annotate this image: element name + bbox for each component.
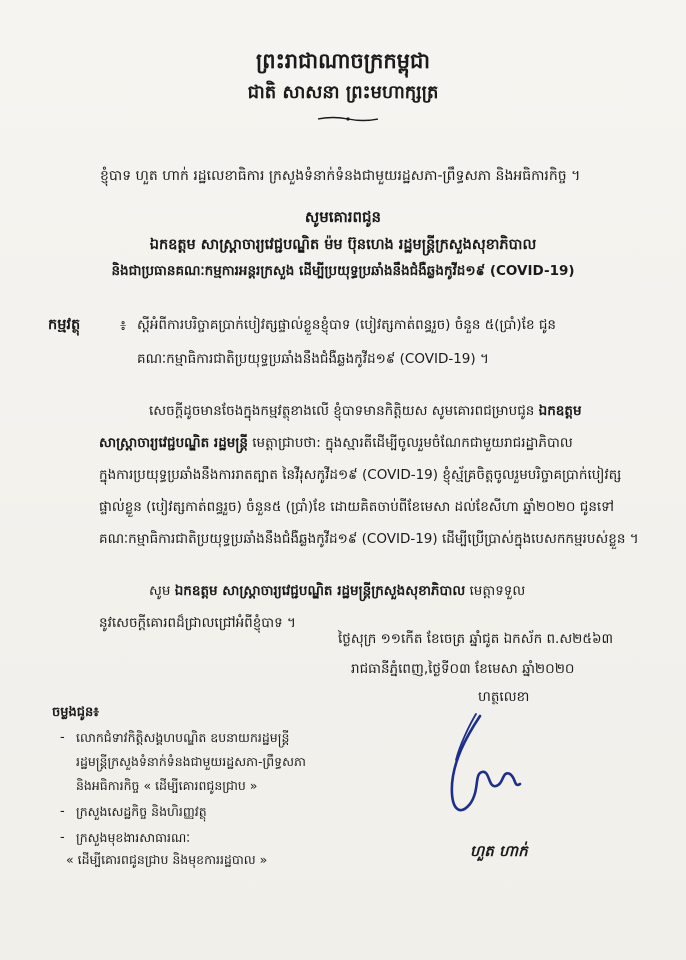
handwritten-signature-icon <box>430 704 550 824</box>
cc-item: « ដើម្បីគោរពជូនជ្រាប និងមុខការរដ្ឋបាល » <box>66 852 268 867</box>
cc-title: ចម្លងជូន៖ <box>52 705 99 720</box>
body-text: មេត្តាទទួល <box>469 583 526 599</box>
recipient-line-1: ឯកឧត្តម សាស្ត្រាចារ្យវេជ្ជបណ្ឌិត ម៉ម ប៊ុនហេង រដ្ឋមន្ត្រីក្រសួងសុខាភិបាល <box>149 237 537 253</box>
signature-title: ហត្ថលេខា <box>478 689 530 705</box>
cc-bullet: - <box>60 830 65 845</box>
national-motto: ជាតិ សាសនា ព្រះមហាក្សត្រ <box>247 82 439 103</box>
body-text: សេចក្តីដូចមានចែងក្នុងកម្មវត្ថុខាងលើ ខ្ញុំបាទមានកិត្តិយស សូមគោរពជម្រាបជូន <box>149 403 535 419</box>
cc-bullet: - <box>60 730 65 745</box>
cc-item: ក្រសួងសេដ្ឋកិច្ច និងហិរញ្ញវត្ថុ <box>76 804 207 819</box>
honorific-text: សាស្ត្រាចារ្យវេជ្ជបណ្ឌិត រដ្ឋមន្ត្រី <box>99 435 248 451</box>
sender-line: ខ្ញុំបាទ ហួត ហាក់ រដ្ឋលេខាធិការ ក្រសួងទំនាក់ទំនងជាមួយរដ្ឋសភា-ព្រឹទ្ធសភា និងអធិការកិច្ច ។ <box>100 168 581 184</box>
subject-line-2: គណៈកម្មាធិការជាតិប្រយុទ្ធប្រឆាំងនឹងជំងឺឆ្លងកូវីដ១៩ (COVID-19) ។ <box>137 351 489 367</box>
body-p1-line-3: ក្នុងការប្រយុទ្ធប្រឆាំងនឹងការរាតត្បាត នៃវីរុសកូវីដ១៩ (COVID-19) ខ្ញុំស្ម័គ្រចិត្តចូលរួមបរិច្ចាគប្រាក់បៀវត្ស <box>99 467 622 483</box>
subject-colon: ៖ <box>120 318 127 334</box>
cc-item: ក្រសួងមុខងារសាធារណៈ <box>76 830 191 845</box>
solar-date: រាជធានីភ្នំពេញ,ថ្ងៃទី០៣ ខែមេសា ឆ្នាំ២០២០ <box>351 661 575 677</box>
subject-label: កម្មវត្ថុ <box>48 317 81 333</box>
cc-item: និងអធិការកិច្ច « ដើម្បីគោរពជូនជ្រាប » <box>76 778 258 793</box>
body-p1-line-4: ផ្ទាល់ខ្លួន (បៀវត្សកាត់ពន្ធរួច) ចំនួន៥ (ប្រាំ)ខែ ដោយគិតចាប់ពីខែមេសា ដល់ខែសីហា ឆ្នាំ២០២០ ជូនទៅ <box>99 499 615 515</box>
honorific-text: ឯកឧត្តម <box>538 403 582 419</box>
cc-bullet: - <box>60 804 65 819</box>
recipient-line-2: និងជាប្រធានគណៈកម្មការអន្តរក្រសួង ដើម្បីប្រយុទ្ធប្រឆាំងនឹងជំងឺឆ្លងកូវីដ១៩ (COVID-19) <box>111 263 575 279</box>
body-p2-line-1 <box>149 582 525 602</box>
body-p2-line-2: នូវសេចក្តីគោរពដ៏ជ្រាលជ្រៅអំពីខ្ញុំបាទ ។ <box>99 615 296 631</box>
salutation: សូមគោរពជូន <box>304 208 382 226</box>
cc-item: លោកជំទាវកិត្តិសង្គហបណ្ឌិត ឧបនាយករដ្ឋមន្ត្រី <box>76 730 290 745</box>
ornament-divider-icon <box>318 116 378 122</box>
body-text: សូម <box>149 583 171 599</box>
lunar-date: ថ្ងៃសុក្រ ១១កើត ខែចេត្រ ឆ្នាំជូត ឯកស័ក ព.ស២៥៦៣ <box>338 631 614 647</box>
honorific-text: ឯកឧត្តម សាស្ត្រាចារ្យវេជ្ជបណ្ឌិត រដ្ឋមន្ត្រីក្រសួងសុខាភិបាល <box>174 583 466 599</box>
body-p1-line-5: គណៈកម្មាធិការជាតិប្រយុទ្ធប្រឆាំងនឹងជំងឺឆ្លងកូវីដ១៩ (COVID-19) ដើម្បីប្រើប្រាស់ក្នុងបេសកកម្មរបស់ខ្លួន ។ <box>99 531 639 547</box>
body-text: មេត្តាជ្រាបថា: ក្នុងស្មារតីដើម្បីចូលរួមចំណែកជាមួយរាជរដ្ឋាភិបាល <box>252 435 573 451</box>
body-p1-line-2 <box>99 434 573 454</box>
cc-item: រដ្ឋមន្ត្រីក្រសួងទំនាក់ទំនងជាមួយរដ្ឋសភា-ព្រឹទ្ធសភា <box>76 754 306 769</box>
signer-name: ហួត ហាក់ <box>470 842 528 860</box>
body-p1-line-1 <box>149 402 582 422</box>
kingdom-heading: ព្រះរាជាណាចក្រកម្ពុជា <box>255 49 430 73</box>
subject-line-1: ស្តីអំពីការបរិច្ចាគប្រាក់បៀវត្សផ្ទាល់ខ្លួនខ្ញុំបាទ (បៀវត្សកាត់ពន្ធរួច) ចំនួន ៥(ប្រាំ)ខែ ជូន <box>137 317 556 333</box>
